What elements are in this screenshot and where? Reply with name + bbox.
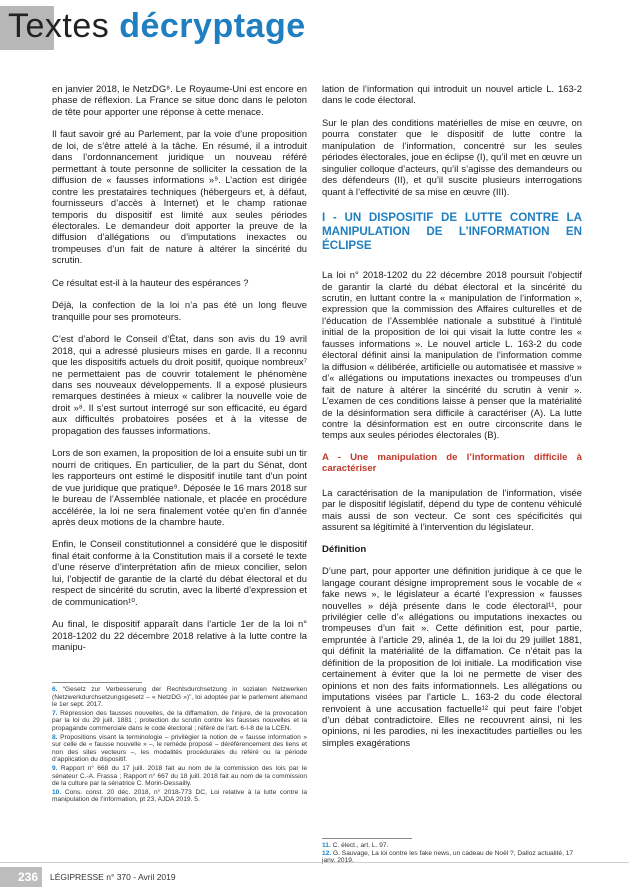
footnote-number: 8. [52,733,58,741]
left-column [52,83,307,663]
subsection-heading: A - Une manipulation de l’information difficile à caractériser [322,451,582,475]
footnote [52,789,307,804]
paragraph: D’une part, pour apporter une définition juridique à ce que le langage courant désigne improprement sous le vocable de « fake news », le législateur a écarté l’expression « fausses nouvelles » déjà présente dans le code électoral¹¹, pour privilégier celle d’« allégations ou imputations inexactes ou trompeuses d’un fait ». Cette définition est, pour partie, empruntée à l’article 29, alinéa 1, de la loi du 29 juillet 1881, qui définit la matérialité de la diffamation. Ce n’était pas la définition de la proposition de loi initiale. La modification vise certainement à éviter que la loi ne permette de viser des opinions et non des faits informationnels. Les allégations ou imputations visées par l’article L. 163-2 du code électoral renvoient à une accusation factuelle¹² qui peut faire l’objet d’un débat contradictoire. Elles ne recouvrent ainsi, ni les opinions, ni les parodies, ni les inexactitudes partielles ou les simples exagérations [322,565,582,748]
footnote-number: 11. [322,842,331,849]
footnote-text: “Gesetz zur Verbesserung der Rechtsdurchsetzung in sozialen Netzwerken (Netzwerkdurchsetzungsgesetz – « NetzDG »)”, loi adoptée par le parlement allemand le 1er sept. 2017. [52,686,307,709]
paragraph: en janvier 2018, le NetzDG⁸. Le Royaume-Uni est encore en phase de réflexion. La France se situe donc dans le peloton de tête pour apporter une réponse à cette menace. [52,83,307,117]
paragraph: Lors de son examen, la proposition de loi a ensuite subi un tir nourri de critiques. En particulier, de la part du Sénat, dont les rapporteurs ont estimé le dispositif inutile tant d’un point de vue juridique que pratique⁹. Déposée le 16 mars 2018 sur le bureau de l’Assemblée nationale, et placée en procédure accélérée, la loi ne sera finalement votée qu’en fin d’année après deux motions de la chambre haute. [52,447,307,527]
footnote-divider [52,682,142,683]
footnotes-left [52,686,307,805]
footnote-text: Propositions visant la terminologie – privilégier la notion de « fausse information » sur celle de « fausse nouvelle » –, le remède proposé – déréférencement des liens et non des sites vecteurs –, les modalités procédurales du référé ou la période d’application du dispositif. [52,733,307,764]
footnote-number: 7. [52,709,58,717]
footnote-divider [322,838,412,839]
footnote-text: C. élect., art. L. 97. [332,842,389,849]
paragraph: Il faut savoir gré au Parlement, par la voie d’une proposition de loi, de s’être attelé à la tâche. En résumé, il a introduit dans l’ordonnancement juridique un nouveau référé permettant à toute personne de solliciter la cessation de la diffusion de « fausses informations »⁹. L’action est dirigée contre les prestataires techniques (hébergeurs et, à défaut, fournisseurs d’accès à Internet) et le champ rationae temporis du dispositif est limité aux seules périodes électorales. Le demandeur doit apporter la preuve de la diffusion d’allégations ou d’imputations inexactes ou trompeuses d’un fait de nature à altérer la sincérité du scrutin. [52,128,307,266]
footnote-number: 10. [52,788,62,796]
footnote [52,710,307,733]
paragraph: Ce résultat est-il à la hauteur des espérances ? [52,276,249,288]
paragraph: Au final, le dispositif apparaît dans l’article 1er de la loi n° 2018-1202 du 22 décembre 2018 relative à la lutte contre la manipu- [52,618,307,653]
paragraph: lation de l’information qui introduit un nouvel article L. 163-2 dans le code électoral. [322,83,582,106]
footnote [52,686,307,709]
paragraph: La caractérisation de la manipulation de l’information, visée par le dispositif législatif, dépend du type de contenu véhiculé mais aussi de son vecteur. Ce sont ces spécificités qui assurent sa légitimité à l’intervention du législateur. [322,486,582,533]
minor-heading: Définition [322,543,367,555]
footnote [52,734,307,764]
footnote-text: G. Sauvage, La loi contre les fake news, un cadeau de Noël ?, Dalloz actualité, 17 janv. 2019. [322,849,574,865]
right-column [322,83,582,759]
footnote-number: 12. [322,849,332,857]
section-title [8,4,306,48]
footnote-number: 9. [52,764,58,772]
paragraph: Enfin, le Conseil constitutionnel a considéré que le dispositif final était conforme à la Constitution mais il a corseté le texte d’une réserve d’interprétation afin de mieux concilier, selon lui, l’objectif de garantie de la clarté du débat électoral et du respect de sincérité du scrutin, avec la liberté d’expression et de communication¹⁰. [52,538,307,607]
page-header [0,0,629,60]
footnote [52,765,307,788]
paragraph: Déjà, la confection de la loi n’a pas été un long fleuve tranquille pour ses promoteurs. [52,299,307,322]
paragraph: C’est d’abord le Conseil d’État, dans son avis du 19 avril 2018, qui a adressé plusieurs mises en garde. Il a reconnu que les dispositifs actuels du droit positif, quoique nombreux⁷ ne permettaient pas de couvrir totalement le phénomène dans ses nouveaux développements. Il a exposé plusieurs remarques destinées à mieux « calibrer la nouvelle voie de droit »⁸. Il s’est surtout interrogé sur son efficacité, eu égard aux difficultés probatoires posées et à la vitesse de propagation des fausses informations. [52,333,307,436]
footnote-text: Cons. const. 20 déc. 2018, n° 2018-773 DC, Loi relative à la lutte contre la manipulation de l’information, pt 23, AJDA 2019. 5. [52,788,307,804]
page-number: 236 [0,867,42,887]
section-heading: I - UN DISPOSITIF DE LUTTE CONTRE LA MANIPULATION DE L’INFORMATION EN ÉCLIPSE [322,211,582,253]
title-word-decryptage: décryptage [119,7,306,45]
footnote-number: 6. [52,686,58,693]
title-word-textes: Textes [8,7,110,45]
footnote [322,842,582,850]
page-footer [0,862,629,895]
paragraph: Sur le plan des conditions matérielles de mise en œuvre, on pourra constater que le dispositif de lutte contre la manipulation de l’information, concentré sur les seules périodes électorales, joue en éclipse (I), qu’il met en œuvre un singulier colloque d’acteurs, qu’il s’agisse des demandeurs ou des défendeurs (II), et qu’il suscite plusieurs interrogations quant à l’effectivité de sa mise en œuvre (III). [322,116,582,197]
journal-reference: LÉGIPRESSE n° 370 - Avril 2019 [50,872,176,882]
footnote-text: Rapport n° 668 du 17 juill. 2018 fait au nom de la commission des lois par le sénateur C.-A. Frassa ; Rapport n° 667 du 18 juill. 2018 fait au nom de la commission de la culture par la sénatrice C. Morin-Dessailly. [52,764,307,788]
footnote-text: Répression des fausses nouvelles, de la diffamation, de l’injure, de la provocation par la loi du 29 juill. 1881 ; protection du scrutin contre les fausses nouvelles et la propagande commerciale dans le code électoral ; référé de l’art. 6-I-8 de la LCEN. [52,709,307,732]
paragraph: La loi n° 2018-1202 du 22 décembre 2018 poursuit l’objectif de garantir la clarté du débat électoral et la sincérité du scrutin, en luttant contre la « manipulation de l’information », expression que la commission des Affaires culturelles et de l’éducation de l’Assemblée nationale a substitué à l’intitulé initial de la proposition de loi qui visait la lutte contre les « fausses informations ». Le nouvel article L. 163-2 du code électoral définit ainsi la manipulation de l’information comme la diffusion « délibérée, artificielle ou automatisée et massive » d’« allégations ou imputations inexactes ou trompeuses d’un fait de nature à altérer la sincérité du scrutin à venir ». L’examen de ces conditions laisse à penser que la matérialité de la désinformation sera difficile à caractériser (A). La lutte contre la désinformation est en outre circonscrite dans le temps aux seules périodes électorales (B). [322,269,582,441]
